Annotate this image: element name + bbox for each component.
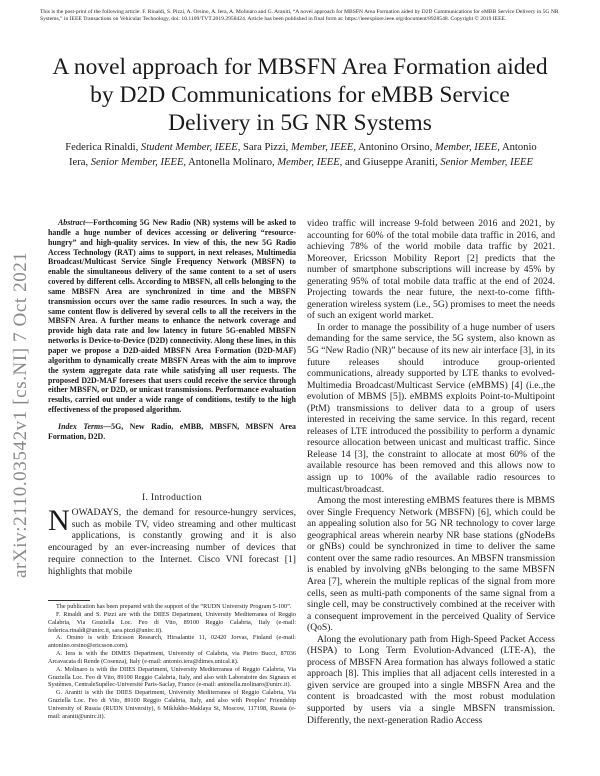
left-column bbox=[48, 218, 296, 442]
abstract-label: Abstract bbox=[58, 218, 86, 227]
body-paragraph: Along the evolutionary path from High-Speed Packet Access (HSPA) to Long Term Evolution-Advanced (LTE-A), the process of MBSFN Area formation has always followed a static approach [8]. This implies that all adjacent cells interested in a given service are grouped into a single MBSFN Area and the content is broadcasted with the most robust modulation supported by users via a single MBSFN transmission. Differently, the next-generation Radio Access bbox=[307, 633, 555, 726]
author-name: Federica Rinaldi, bbox=[65, 142, 139, 153]
author-name: Antonella Molinaro, bbox=[188, 157, 275, 168]
author-name: Antonino Orsino, bbox=[358, 142, 433, 153]
intro-paragraph bbox=[48, 504, 296, 577]
footnote: A. Orsino is with Ericsson Research, Hirsalantie 11, 02420 Jorvas, Finland (e-mail: antonino.orsino@ericsson.com). bbox=[48, 634, 296, 650]
index-terms-label: Index Terms bbox=[58, 421, 104, 431]
author-name: Antonio Iera, bbox=[68, 142, 537, 168]
intro-smallcaps: OWADAYS, bbox=[71, 507, 122, 518]
author-role: Member, IEEE, bbox=[290, 142, 356, 153]
body-paragraph: Among the most interesting eMBMS features there is MBMS over Single Frequency Network (MBSFN) [6], which could be an appealing solution also for 5G NR technology to cover large geographical areas wherein nearby NR base stations (gNodeBs or gNBs) could be synchronized in time to deliver the same content over the same radio resources. An MBSFN transmission is enabled by involving gNBs belonging to the same MBSFN Area [7], wherein the multiple replicas of the signal from more cells, seen as multi-path components of the same signal from a single cell, may be constructively combined at the receiver with a consequent improvement in the perceived Quality of Service (QoS). bbox=[307, 495, 555, 634]
arxiv-stamp[interactable]: arXiv:2110.03542v1 [cs.NI] 7 Oct 2021 bbox=[10, 251, 31, 578]
footnote: A. Molinaro is with the DIIES Department, University Mediterranea of Reggio Calabria, Via Graziella Loc. Feo di Vito, 89100 Reggio Calabria, Italy, and also with Laboratoire des Signaux et Systèmes, CentraleSupélec-Université Paris-Saclay, France (e-mail: antonella.molinaro@unirc.it). bbox=[48, 665, 296, 689]
author-role: Member, IEEE, bbox=[277, 157, 343, 168]
footnote: F. Rinaldi and S. Pizzi are with the DIIES Department, University Mediterranea of Reggio Calabria, Via Graziella Loc. Feo di Vito, 89100 Reggio Calabria, Italy (e-mail: federica.rinaldi@unirc.it, sara.pizzi@unirc.it). bbox=[48, 610, 296, 634]
body-paragraph: video traffic will increase 9-fold between 2016 and 2021, by accounting for 60% of the total mobile data traffic in 2016, and achieving 78% of the world mobile data traffic by 2021. Moreover, Ericsson Mobility Report [2] predicts that the number of smartphone subscriptions will increase by 45% by generating 95% of total mobile data traffic at the end of 2024. Projecting towards the near future, the next-to-come fifth-generation wireless system (i.e., 5G) promises to meet the needs of such an exigent world market. bbox=[307, 218, 555, 322]
author-name: and Giuseppe Araniti, bbox=[344, 157, 438, 168]
index-terms-text: —5G, New Radio, eMBB, MBSFN, MBSFN Area Formation, D2D. bbox=[48, 421, 296, 441]
intro-text: the demand for resource-hungry services, such as mobile TV, video streaming and other multicast applications, is constantly growing and it is also encouraged by an ever-increasing number of devices that require connection to the Internet. Cisco VNI forecast [1] highlights that mobile bbox=[48, 507, 296, 577]
footnotes bbox=[48, 603, 296, 721]
right-column bbox=[307, 218, 555, 726]
footnote: The publication has been prepared with the support of the “RUDN University Program 5-100”. bbox=[56, 603, 292, 610]
paper-title: A novel approach for MBSFN Area Formation aided by D2D Communications for eMBB Service Delivery in 5G NR Systems bbox=[52, 54, 548, 136]
footnote-rule bbox=[48, 600, 90, 601]
copyright-notice: This is the post-print of the following article: F. Rinaldi, S. Pizzi, A. Orsino, A. Iera, A. Molinaro and G. Araniti, “A novel approach for MBSFN Area Formation aided by D2D Communications for eMBB Service Delivery in 5G NR Systems,” in IEEE Transactions on Vehicular Technology, doi: 10.1109/TVT.2019.2958424. Article has been published in final form at: https://ieeexplore.ieee.org/document/8928548. Copyright © 2019 IEEE. bbox=[40, 9, 559, 23]
author-role: Senior Member, IEEE, bbox=[90, 157, 187, 168]
author-role: Member, IEEE, bbox=[434, 142, 500, 153]
author-list bbox=[60, 140, 542, 170]
body-paragraph: In order to manage the possibility of a huge number of users demanding for the same service, the 5G system, also known as 5G “New Radio (NR)” because of its new air interface [3], in its future releases should introduce group-oriented communications, already supported by LTE thanks to evolved-Multimedia Broadcast/Multicast Service (eMBMS) [4] (i.e.,the evolution of MBMS [5]). eMBMS exploits Point-to-Multipoint (PtM) transmissions to deliver data to a group of users interested in receiving the same service. In this regard, recent releases of LTE introduced the possibility to perform a dynamic resource allocation between unicast and multicast traffic. Since Release 14 [3], the constraint to allocate at most 60% of the available resource has been removed and this allows now to assign up to 100% of the available radio resources to multicast/broadcast. bbox=[307, 321, 555, 495]
author-role: Senior Member, IEEE bbox=[440, 157, 533, 168]
author-name: Sara Pizzi, bbox=[243, 142, 289, 153]
drop-cap: N bbox=[48, 504, 70, 537]
index-terms bbox=[48, 422, 296, 442]
section-heading: I. Introduction bbox=[142, 492, 202, 503]
abstract bbox=[48, 218, 296, 415]
author-role: Student Member, IEEE, bbox=[140, 142, 241, 153]
footnote: A. Iera is with the DIMES Department, University of Calabria, via Pietro Bucci, 87036 Arcavacata di Rende (Cosenza), Italy (e-mail: antonio.iera@dimes.unical.it). bbox=[48, 650, 296, 665]
abstract-text: —Forthcoming 5G New Radio (NR) systems will be asked to handle a huge number of devices accessing or delivering “resource-hungry” and high-quality services. In view of this, the new 5G Radio Access Technology (RAT) aims to support, in next releases, Multimedia Broadcast/Multicast Service Single Frequency Network (MBSFN) to enable the simultaneous delivery of the same content to a set of users covered by different cells. According to MBSFN, all cells belonging to the same MBSFN Area are synchronized in time and the MBSFN transmission occurs over the same radio resources. In such a way, the same content flow is delivered by several cells to all the receivers in the MBSFN Area. A further means to enhance the network coverage and provide high data rate and low latency in future 5G-enabled MBSFN networks is Device-to-Device (D2D) connectivity. Along these lines, in this paper we propose a D2D-aided MBSFN Area Formation (D2D-MAF) algorithm to dynamically create MBSFN Areas with the aim to improve the system aggregate data rate while satisfying all user requests. The proposed D2D-MAF foresees that users could receive the service through either MBSFN, or D2D, or unicast transmissions. Performance evaluation results, carried out under a wide range of conditions, testify to the high effectiveness of the proposed algorithm. bbox=[48, 218, 296, 415]
footnote: G. Araniti is with the DIIES Department, University Mediterranea of Reggio Calabria, Via Graziella Loc. Feo di Vito, 89100 Reggio Calabria, Italy, and also with Peoples’ Friendship University of Russia (RUDN University), 6 Miklukho-Maklaya St, Moscow, 117198, Russia (e-mail: araniti@unirc.it). bbox=[48, 689, 296, 720]
